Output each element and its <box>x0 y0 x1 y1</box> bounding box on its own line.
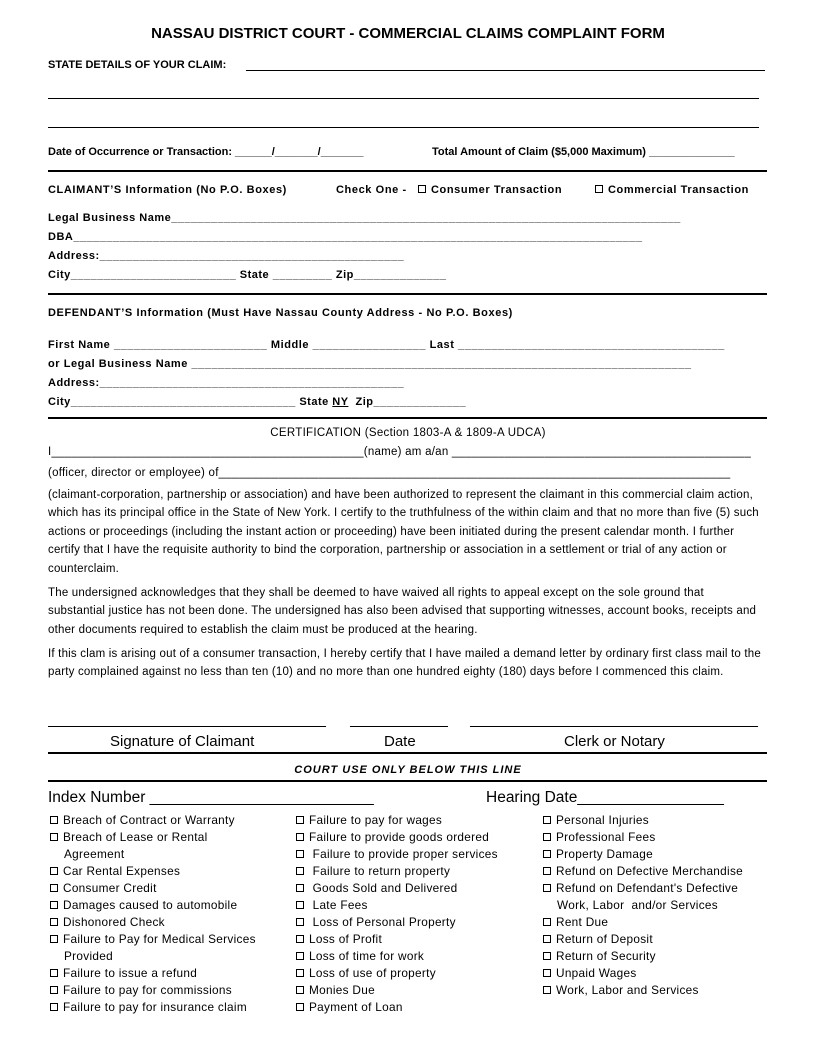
claim-type-checkbox[interactable] <box>543 833 551 841</box>
signature-of-claimant-label: Signature of Claimant <box>110 733 255 750</box>
claim-type-label: Late Fees <box>309 898 368 912</box>
claim-type-option[interactable] <box>543 965 743 982</box>
claim-type-label: Professional Fees <box>556 830 656 844</box>
date-of-occurrence-field[interactable]: Date of Occurrence or Transaction: ______/_______/_______ <box>48 146 364 158</box>
check-one-label: Check One - <box>336 184 407 196</box>
claim-type-option[interactable] <box>543 914 743 931</box>
claim-type-checkbox[interactable] <box>50 986 58 994</box>
claim-type-label: Failure to return property <box>309 864 451 878</box>
certification-paragraph-3: If this clam is arising out of a consumer transaction, I hereby certify that I have mailed a demand letter by ordinary first class mail to the party complained against no less than ten (10) and no more than one hundred eighty (180) days before I commenced this claim. <box>48 648 761 679</box>
claim-type-option[interactable] <box>543 948 743 965</box>
claim-type-label: Failure to pay for commissions <box>63 983 232 997</box>
commercial-transaction-option[interactable] <box>595 184 749 196</box>
claim-type-checkbox[interactable] <box>543 935 551 943</box>
commercial-transaction-label: Commercial Transaction <box>608 184 749 196</box>
claimant-city-state-zip-field[interactable]: City_________________________ State _________ Zip______________ <box>48 269 447 281</box>
claim-details-line-2[interactable] <box>48 98 759 99</box>
claim-type-label-continued: Agreement <box>64 847 125 861</box>
claim-type-checkbox[interactable] <box>296 850 304 858</box>
claim-type-checkbox[interactable] <box>50 918 58 926</box>
claim-type-option[interactable] <box>296 931 498 948</box>
claim-type-label: Loss of Personal Property <box>309 915 456 929</box>
court-use-banner: COURT USE ONLY BELOW THIS LINE <box>294 764 522 776</box>
defendant-zip-label: Zip______________ <box>348 396 467 408</box>
claim-type-checkbox[interactable] <box>50 884 58 892</box>
claim-type-checkbox[interactable] <box>296 833 304 841</box>
claim-type-label: Return of Security <box>556 949 656 963</box>
claim-type-checkbox[interactable] <box>296 969 304 977</box>
claim-type-option[interactable] <box>296 897 498 914</box>
certification-officer-field[interactable]: (officer, director or employee) of_____________________________________________________________________________ <box>48 467 731 479</box>
section-divider <box>48 780 767 782</box>
consumer-transaction-checkbox[interactable] <box>418 185 426 193</box>
claim-type-label: Car Rental Expenses <box>63 864 181 878</box>
claim-type-option[interactable] <box>50 965 256 982</box>
claim-type-option[interactable] <box>50 880 256 897</box>
claim-details-line-3[interactable] <box>48 127 759 128</box>
claim-type-checkbox[interactable] <box>50 833 58 841</box>
claim-type-checkbox[interactable] <box>296 1003 304 1011</box>
claim-type-checkbox[interactable] <box>543 850 551 858</box>
claim-type-checkbox[interactable] <box>296 816 304 824</box>
claim-type-option[interactable] <box>543 846 743 863</box>
claimant-address-field[interactable]: Address:______________________________________________ <box>48 250 405 262</box>
claim-type-option[interactable] <box>296 863 498 880</box>
total-amount-field[interactable]: Total Amount of Claim ($5,000 Maximum) ______________ <box>432 146 735 158</box>
claim-type-checkbox[interactable] <box>543 969 551 977</box>
claim-type-label: Rent Due <box>556 915 609 929</box>
commercial-transaction-checkbox[interactable] <box>595 185 603 193</box>
claim-type-checkbox[interactable] <box>543 867 551 875</box>
claim-type-option[interactable] <box>296 846 498 863</box>
claim-type-option[interactable] <box>543 812 743 829</box>
claim-type-label: Return of Deposit <box>556 932 653 946</box>
consumer-transaction-label: Consumer Transaction <box>431 184 563 196</box>
claim-type-checkbox[interactable] <box>50 867 58 875</box>
claim-type-option[interactable] <box>543 880 743 897</box>
clerk-or-notary-label: Clerk or Notary <box>564 733 665 750</box>
claim-type-label: Loss of Profit <box>309 932 383 946</box>
claim-type-checkbox[interactable] <box>50 816 58 824</box>
claim-type-checkbox[interactable] <box>50 1003 58 1011</box>
section-divider <box>48 170 767 172</box>
claim-types-column-2 <box>296 812 498 1016</box>
claim-type-option[interactable] <box>50 812 256 829</box>
defendant-legal-business-name-field[interactable]: or Legal Business Name ___________________________________________________________________________ <box>48 358 692 370</box>
claim-type-label: Failure to Pay for Medical Services <box>63 932 256 946</box>
claim-type-label: Refund on Defendant's Defective <box>556 881 739 895</box>
claim-type-checkbox[interactable] <box>296 952 304 960</box>
claim-type-label: Loss of use of property <box>309 966 436 980</box>
claim-type-option[interactable] <box>50 863 256 880</box>
claim-type-option[interactable] <box>296 982 498 999</box>
claim-type-label: Damages caused to automobile <box>63 898 238 912</box>
claim-type-option[interactable] <box>296 965 498 982</box>
claim-type-option[interactable] <box>296 999 498 1016</box>
signature-date-label: Date <box>384 733 416 750</box>
claim-type-label: Failure to provide goods ordered <box>309 830 490 844</box>
certification-heading: CERTIFICATION (Section 1803-A & 1809-A UDCA) <box>270 427 546 439</box>
claim-type-option[interactable] <box>543 863 743 880</box>
claim-details-label: STATE DETAILS OF YOUR CLAIM: <box>48 59 227 71</box>
claim-type-label-continued: Provided <box>64 949 113 963</box>
claim-type-label: Property Damage <box>556 847 653 861</box>
claim-type-option[interactable] <box>296 812 498 829</box>
section-divider <box>48 417 767 419</box>
defendant-city-state-zip-field[interactable] <box>48 396 466 408</box>
claim-type-option[interactable] <box>50 982 256 999</box>
claim-type-checkbox[interactable] <box>543 952 551 960</box>
claim-types-column-3 <box>543 812 743 999</box>
claim-type-option[interactable] <box>543 931 743 948</box>
defendant-state-value: NY <box>332 396 349 408</box>
clerk-or-notary-line[interactable] <box>470 726 758 727</box>
claimant-legal-business-name-field[interactable]: Legal Business Name_____________________________________________________________________________ <box>48 212 681 224</box>
claim-type-option[interactable] <box>50 931 256 948</box>
section-divider <box>48 752 767 754</box>
defendant-header: DEFENDANT’S Information (Must Have Nassau County Address - No P.O. Boxes) <box>48 307 513 319</box>
claim-type-checkbox[interactable] <box>50 901 58 909</box>
claim-type-label: Refund on Defective Merchandise <box>556 864 744 878</box>
section-divider <box>48 293 767 295</box>
claim-type-label: Dishonored Check <box>63 915 165 929</box>
claim-type-label: Work, Labor and Services <box>556 983 699 997</box>
claim-type-label: Breach of Lease or Rental <box>63 830 208 844</box>
claim-type-label: Breach of Contract or Warranty <box>63 813 235 827</box>
consumer-transaction-option[interactable] <box>418 184 562 196</box>
claim-type-label: Consumer Credit <box>63 881 157 895</box>
hearing-date-field[interactable]: Hearing Date_________________ <box>486 789 724 806</box>
claim-types-column-1 <box>50 812 256 1016</box>
claim-type-checkbox[interactable] <box>50 969 58 977</box>
claim-type-option[interactable] <box>296 914 498 931</box>
claim-type-option[interactable] <box>50 999 256 1016</box>
form-title: NASSAU DISTRICT COURT - COMMERCIAL CLAIMS COMPLAINT FORM <box>151 25 665 42</box>
claim-type-label-continued: Work, Labor and/or Services <box>557 898 718 912</box>
claimant-header: CLAIMANT’S Information (No P.O. Boxes) <box>48 184 287 196</box>
claim-type-option[interactable] <box>50 897 256 914</box>
index-number-field[interactable]: Index Number __________________________ <box>48 789 374 806</box>
claim-type-checkbox[interactable] <box>543 986 551 994</box>
claim-type-checkbox[interactable] <box>296 884 304 892</box>
certification-paragraph-1: (claimant-corporation, partnership or association) and have been authorized to represent the claimant in this commercial claim action, which has its principal office in the State of New York. I certify to the truthfulness of the within claim and that no more than five (5) such actions or proceedings (including the instant action or proceeding) have been initiated during the present calendar month. I further certify that I have the requisite authority to bind the corporation, partnership or association in a settlement or trial of any action or counterclaim. <box>48 489 759 575</box>
claim-type-checkbox[interactable] <box>296 901 304 909</box>
claim-type-checkbox[interactable] <box>296 918 304 926</box>
certification-name-field[interactable]: I_______________________________________________(name) am a/an _____________________________________________ <box>48 446 751 458</box>
claim-type-option[interactable] <box>296 880 498 897</box>
claim-type-label: Failure to issue a refund <box>63 966 198 980</box>
claim-type-label: Unpaid Wages <box>556 966 637 980</box>
claim-type-option[interactable] <box>296 948 498 965</box>
claimant-dba-field[interactable]: DBA______________________________________________________________________________________ <box>48 231 643 243</box>
claim-type-label: Personal Injuries <box>556 813 649 827</box>
claim-type-option[interactable] <box>543 982 743 999</box>
claim-type-label: Loss of time for work <box>309 949 425 963</box>
defendant-name-field[interactable]: First Name _______________________ Middle _________________ Last ________________________________________ <box>48 339 725 351</box>
claim-type-option[interactable] <box>50 829 256 846</box>
signature-of-claimant-line[interactable] <box>48 726 326 727</box>
claim-type-checkbox[interactable] <box>296 867 304 875</box>
claim-type-checkbox[interactable] <box>50 935 58 943</box>
claim-type-checkbox[interactable] <box>543 816 551 824</box>
claim-type-checkbox[interactable] <box>296 986 304 994</box>
claim-type-label: Monies Due <box>309 983 375 997</box>
claim-type-option[interactable] <box>543 829 743 846</box>
claim-type-option[interactable] <box>50 914 256 931</box>
defendant-address-field[interactable]: Address:______________________________________________ <box>48 377 405 389</box>
claim-type-option[interactable] <box>296 829 498 846</box>
claim-type-label: Failure to pay for wages <box>309 813 443 827</box>
claim-type-checkbox[interactable] <box>543 884 551 892</box>
claim-type-checkbox[interactable] <box>296 935 304 943</box>
claim-type-label: Failure to pay for insurance claim <box>63 1000 247 1014</box>
claim-type-checkbox[interactable] <box>543 918 551 926</box>
claim-type-label: Payment of Loan <box>309 1000 403 1014</box>
signature-date-line[interactable] <box>350 726 448 727</box>
defendant-city-label: City__________________________________ State <box>48 396 333 408</box>
claim-type-label: Goods Sold and Delivered <box>309 881 458 895</box>
claim-type-label: Failure to provide proper services <box>309 847 498 861</box>
certification-paragraph-2: The undersigned acknowledges that they shall be deemed to have waived all rights to appeal except on the sole ground that substantial justice has not been done. The undersigned has also been advised that supporting witnesses, account books, receipts and other documents required to establish the claim must be produced at the hearing. <box>48 587 757 636</box>
claim-details-line-1[interactable] <box>246 70 765 71</box>
